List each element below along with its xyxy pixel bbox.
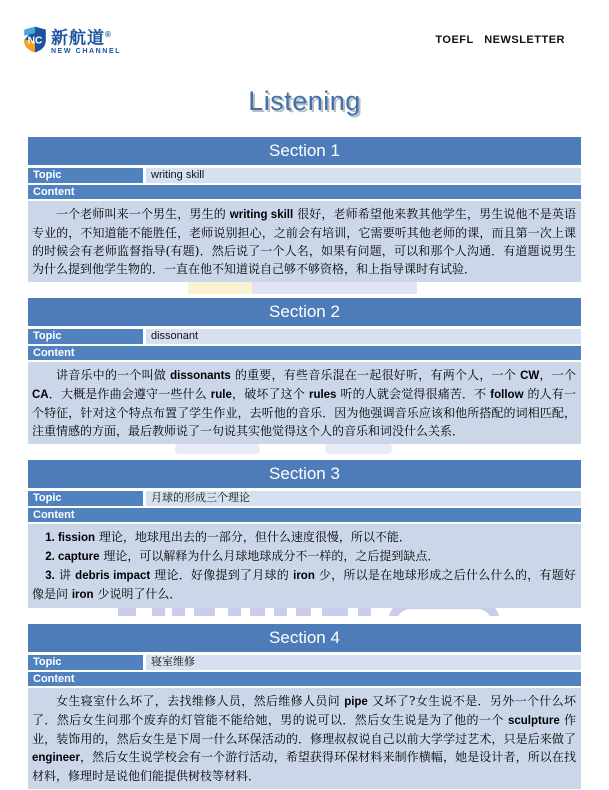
content-paragraph: 讲音乐中的一个叫做 dissonants 的重要，有些音乐混在一起很好听，有两个人，一个 CW，一个 CA．大概是作曲会遵守一些什么 rule，破坏了这个 rules 听的人就会觉得很痛苦．不 follow 的人有一个特征，针对这个特点布置了学生作业，去听他的音乐．因为他强调音乐应该和他所搭配的词相匹配，注重情感的方面，最后教师说了一句说其实他觉得这个人的音乐和词没什么关系． (32, 367, 576, 438)
brand-name-en: NEW CHANNEL (51, 47, 122, 55)
topic-value: 月球的形成三个理论 (146, 491, 581, 506)
content-label: Content (28, 508, 581, 522)
content-paragraph: 一个老师叫来一个男生，男生的 writing skill 很好，老师希望他来教其他学生，男生说他不是英语专业的，不知道能不能胜任，老师说别担心，之前会有培训，它需要听其他老师的课，而且第一次上课的时候会有老师监督指导(有题)．然后说了一个人名，如果有问题，可以和那个人沟通．有道题说男生为什么提到他学生物的．一直在他不知道说自己够不够资格，和上指导课时有试验． (32, 206, 576, 276)
masthead (0, 0, 609, 55)
sections-container (28, 137, 581, 789)
content-paragraph: 1. fission 理论，地球甩出去的一部分，但什么速度很慢，所以不能． (45, 529, 411, 544)
topic-label: Topic (28, 655, 143, 670)
brand-logo (23, 26, 121, 55)
content-label: Content (28, 346, 581, 360)
topic-value: writing skill (146, 168, 581, 183)
topic-label: Topic (28, 329, 143, 344)
section-2 (28, 298, 581, 444)
topic-label: Topic (28, 491, 143, 506)
section-1 (28, 137, 581, 282)
section-4 (28, 624, 581, 789)
content-body (28, 201, 581, 282)
svg-text:NC: NC (27, 35, 43, 47)
content-body (28, 524, 581, 608)
topic-value: 寝室维修 (146, 655, 581, 670)
newsletter-label: TOEFL NEWSLETTER (435, 34, 565, 47)
content-paragraph: 3. 讲 debris impact 理论．好像提到了月球的 iron 少，所以是在地球形成之后什么什么的，有题好像是问 iron 少说明了什么． (32, 567, 576, 601)
content-paragraph: 女生寝室什么坏了，去找维修人员，然后维修人员问 pipe 又坏了?女生说不是．另外一个什么坏了．然后女生问那个废弃的灯管能不能给她，男的说可以．然后女生说是为了他的一个 sculpture 作业，装饰用的，然后女生是下周一什么环保活动的．修理叔叔说自己以前大学学过艺术，只是后来做了 engineer，然后女生说学校会有一个游行活动，希望获得环保材料来制作横幅，她是设计者，所以在找材料，修理时是说他们能提供树枝等材料． (32, 693, 576, 783)
section-header: Section 4 (28, 624, 581, 652)
topic-value: dissonant (146, 329, 581, 344)
section-header: Section 2 (28, 298, 581, 326)
topic-row (28, 491, 581, 506)
topic-row (28, 168, 581, 183)
section-header: Section 3 (28, 460, 581, 488)
content-body (28, 362, 581, 444)
topic-label: Topic (28, 168, 143, 183)
brand-name-cn: 新航道® (51, 28, 112, 48)
content-label: Content (28, 672, 581, 686)
page-title: Listening (248, 85, 361, 116)
content-paragraph: 2. capture 理论，可以解释为什么月球地球成分不一样的，之后提到缺点． (45, 548, 440, 563)
topic-row (28, 329, 581, 344)
section-3 (28, 460, 581, 608)
nc-shield-icon (23, 26, 47, 53)
section-header: Section 1 (28, 137, 581, 165)
registered-mark: ® (105, 30, 112, 39)
topic-row (28, 655, 581, 670)
content-body (28, 688, 581, 789)
content-label: Content (28, 185, 581, 199)
